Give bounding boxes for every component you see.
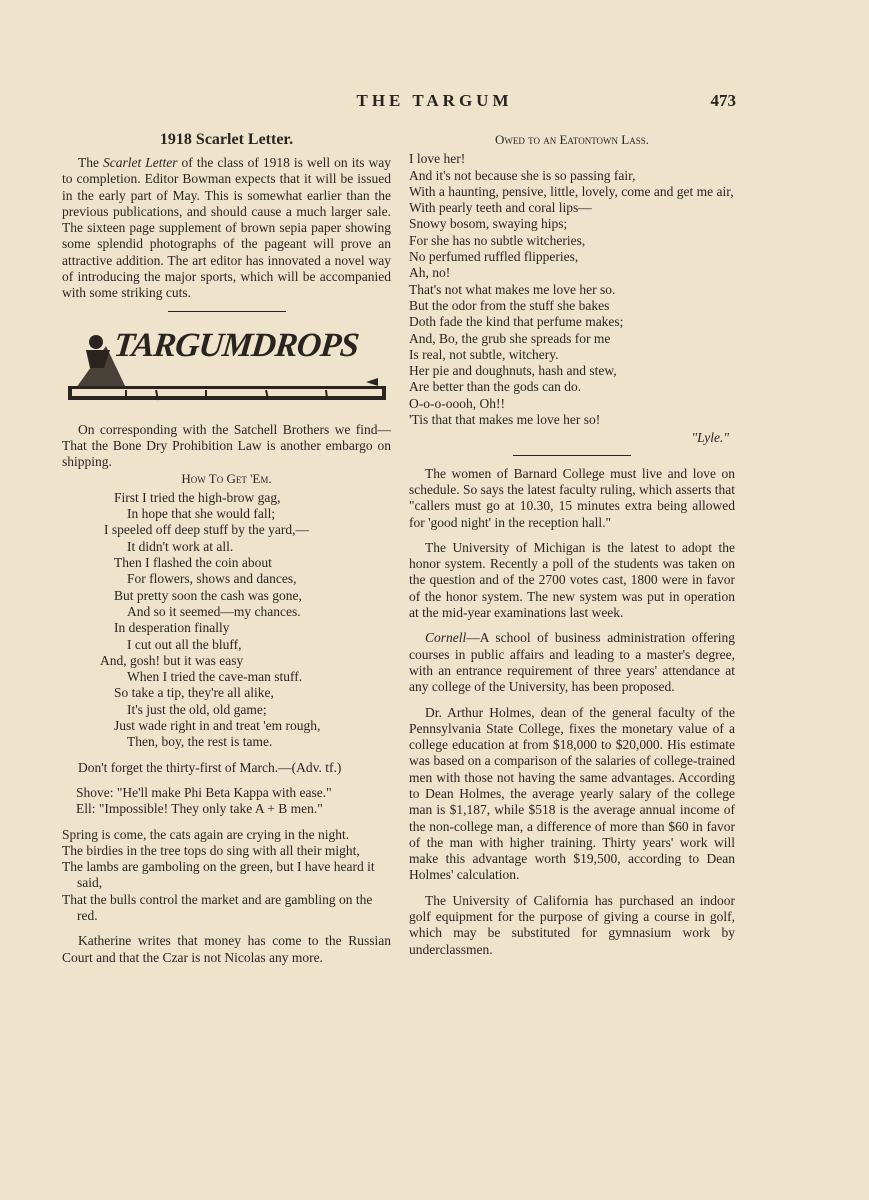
- poem-line: Is real, not subtle, witchery.: [409, 346, 559, 362]
- poem-line: Doth fade the kind that perfume makes;: [409, 314, 624, 330]
- poem-line: First I tried the high-brow gag,: [114, 489, 281, 505]
- poem-line: Her pie and doughnuts, hash and stew,: [409, 363, 617, 379]
- poem-line: It didn't work at all.: [127, 538, 234, 554]
- eatontown-poem-title: Owed to an Eatontown Lass.: [494, 132, 650, 147]
- poem-line: I speeled off deep stuff by the yard,—: [104, 522, 309, 538]
- targumdrops-banner: [66, 328, 388, 408]
- poem-line: And so it seemed—my chances.: [127, 603, 301, 619]
- poem-line: For flowers, shows and dances,: [127, 571, 297, 587]
- poem-line: And it's not because she is so passing fair,: [409, 167, 636, 183]
- verse-line: Spring is come, the cats again are crying in the night.: [62, 826, 350, 842]
- poem-line: With a haunting, pensive, little, lovely, come and get me air,: [409, 183, 734, 199]
- poem-line: And, gosh! but it was easy: [100, 652, 244, 668]
- cornell-paragraph: Cornell—A school of business administration offering courses in public affairs and leading to a master's degree, with an entrance requirement of three years' attendance at any college of the University, has been proposed.: [409, 630, 735, 695]
- right-column: [409, 130, 735, 958]
- poem-signature: "Lyle.": [691, 430, 729, 446]
- barnard-paragraph: The women of Barnard College must live and love on schedule. So says the latest faculty ruling, which asserts that "callers must go at 10.30, 15 minutes extra being allowed for 'good night' in the reception hall.": [409, 465, 735, 530]
- poem-line: When I tried the cave-man stuff.: [127, 669, 303, 685]
- poem-line: Ah, no!: [409, 265, 451, 281]
- section-divider: [513, 455, 631, 456]
- section-divider: [168, 311, 286, 312]
- poem-line: Then I flashed the coin about: [114, 555, 272, 571]
- verse-line: That the bulls control the market and are gambling on the red.: [62, 891, 373, 923]
- poem-line: And, Bo, the grub she spreads for me: [409, 330, 611, 346]
- dialogue-line: Ell: "Impossible! They only take A + B men.": [76, 801, 323, 817]
- poem-line: Then, boy, the rest is tame.: [127, 734, 273, 750]
- poem-line: O-o-o-oooh, Oh!!: [409, 395, 505, 411]
- dialogue-line: Shove: "He'll make Phi Beta Kappa with ease.": [76, 784, 332, 800]
- page-header: [0, 91, 869, 115]
- left-column: [62, 130, 391, 966]
- poem-line: For she has no subtle witcheries,: [409, 232, 586, 248]
- how-to-get-em-title: How To Get 'Em.: [181, 470, 272, 486]
- thirty-first-reminder: Don't forget the thirty-first of March.—(Adv. tf.): [78, 759, 342, 775]
- poem-line: No perfumed ruffled flipperies,: [409, 249, 579, 265]
- poem-line: In desperation finally: [114, 620, 230, 636]
- michigan-paragraph: The University of Michigan is the latest to adopt the honor system. Recently a poll of the students was taken on the question and of the 2700 votes cast, 1800 were in favor of the honor system. The new system was put in operation at the mid-year examinations last week.: [409, 539, 735, 621]
- poem-line: But pretty soon the cash was gone,: [114, 587, 302, 603]
- how-to-get-em-poem: [62, 490, 391, 751]
- satchell-paragraph: On corresponding with the Satchell Brothers we find—That the Bone Dry Prohibition Law is another embargo on shipping.: [62, 421, 391, 470]
- shove-ell-dialogue: [62, 785, 391, 818]
- scarlet-letter-body: The Scarlet Letter of the class of 1918 is well on its way to completion. Editor Bowman expects that it will be issued in the early part of May. This is somewhat earlier than the previous publications, and should cause a much larger sale. The sixteen page supplement of brown sepia paper showing some splendid photographs of the pageant will prove an attractive addition. The art editor has innovated a novel way of introducing the major sports, which will be accompanied with some striking cuts.: [62, 155, 391, 301]
- verse-line: The lambs are gamboling on the green, but I have heard it said,: [62, 859, 375, 891]
- spring-verse: [62, 827, 391, 925]
- poem-line: Snowy bosom, swaying hips;: [409, 216, 568, 232]
- poem-line: Are better than the gods can do.: [409, 379, 582, 395]
- california-paragraph: The University of California has purchased an indoor golf equipment for the purpose of giving a course in golf, which may be substituted for gymnasium work by underclassmen.: [409, 892, 735, 957]
- page-number: 473: [710, 91, 736, 110]
- poem-line: In hope that she would fall;: [127, 506, 276, 522]
- poem-line: It's just the old, old game;: [127, 701, 267, 717]
- verse-line: The birdies in the tree tops do sing with all their might,: [62, 842, 360, 858]
- running-title: THE TARGUM: [356, 91, 513, 110]
- poem-line: Just wade right in and treat 'em rough,: [114, 718, 321, 734]
- holmes-paragraph: Dr. Arthur Holmes, dean of the general faculty of the Pennsylvania State College, fixes the monetary value of a college education at from $18,000 to $20,000. His estimate was based on a comparison of the salaries of college-trained men with those not having the same advantages. According to Dean Holmes, the average yearly salary of the college man is $1,187, while $518 is the average annual income of the non-college man, a difference of more than $60 in favor of the man with higher training. Thirty years' work will make this advantage worth $19,500, according to Dean Holmes' calculation.: [409, 704, 735, 883]
- poem-line: 'Tis that that makes me love her so!: [409, 412, 601, 428]
- poem-line: I love her!: [409, 151, 466, 167]
- poem-line: That's not what makes me love her so.: [409, 281, 616, 297]
- scarlet-letter-title: 1918 Scarlet Letter.: [159, 131, 294, 148]
- poem-line: But the odor from the stuff she bakes: [409, 297, 610, 313]
- eatontown-poem: [409, 151, 735, 428]
- katherine-paragraph: Katherine writes that money has come to the Russian Court and that the Czar is not Nicolas any more.: [62, 933, 391, 965]
- poem-line: So take a tip, they're all alike,: [114, 685, 274, 701]
- banner-text: TARGUMDROPS: [112, 326, 361, 364]
- poem-line: I cut out all the bluff,: [127, 636, 242, 652]
- poem-line: With pearly teeth and coral lips—: [409, 200, 592, 216]
